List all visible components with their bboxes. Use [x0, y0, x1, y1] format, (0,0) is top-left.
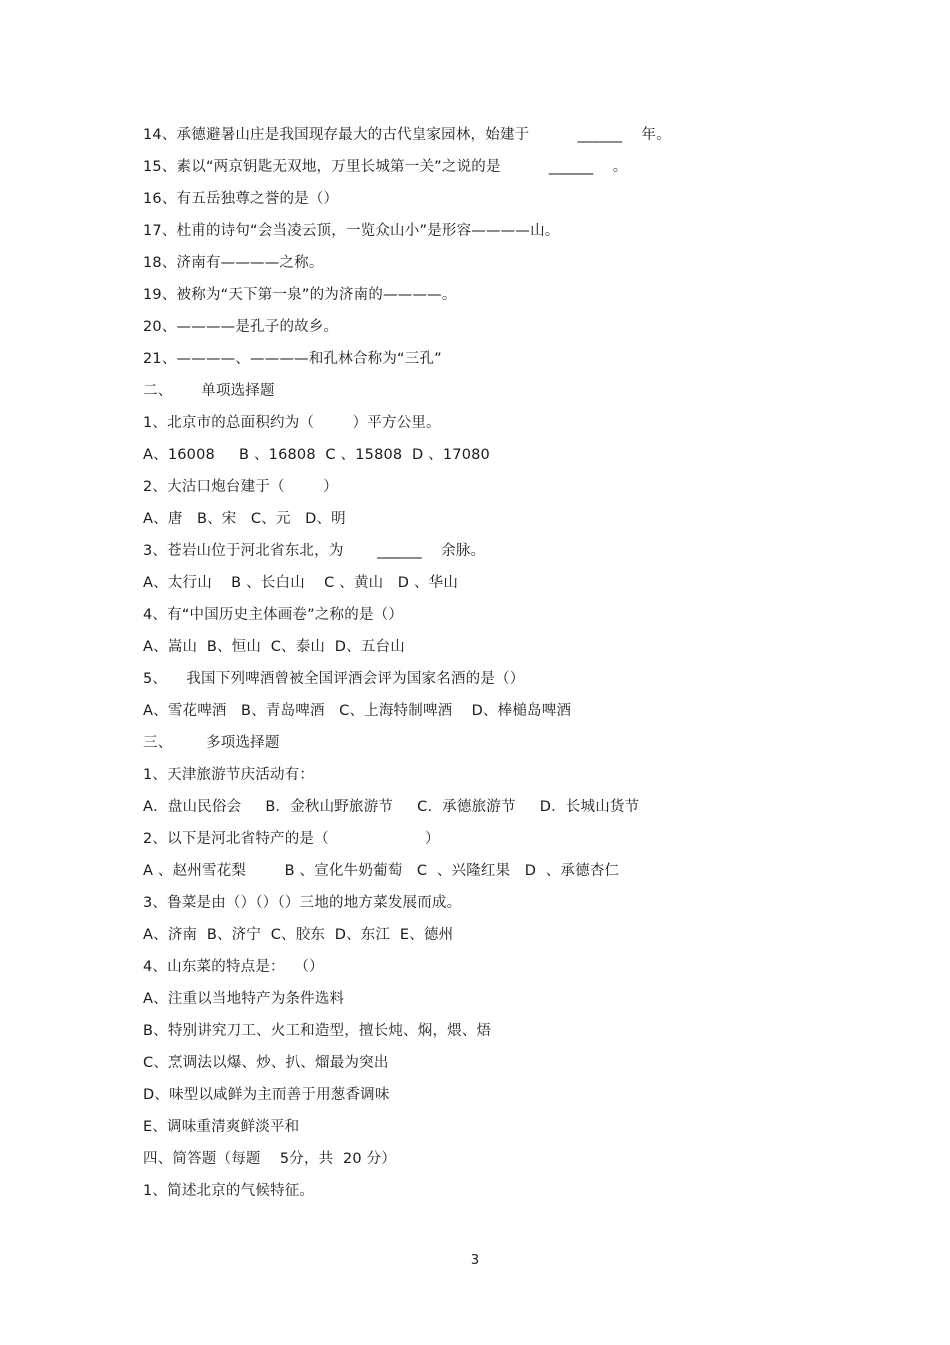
multiple-choice-options-3: A、济南 B、济宁 C、胶东 D、东江 E、德州 [143, 927, 454, 943]
question-21: 21、————、————和孔林合称为“三孔” [143, 351, 442, 367]
single-choice-options-3: A、太行山 B 、长白山 C 、黄山 D 、华山 [143, 575, 459, 591]
single-choice-options-2: A、唐 B、宋 C、元 D、明 [143, 511, 346, 527]
question-19: 19、被称为“天下第一泉”的为济南的————。 [143, 287, 457, 303]
multiple-choice-option-4c: C、烹调法以爆、炒、扒、熘最为突出 [143, 1055, 389, 1071]
question-20: 20、————是孔子的故乡。 [143, 319, 339, 335]
section-heading-multiple-choice: 三、 多项选择题 [143, 735, 280, 751]
short-answer-question-1: 1、简述北京的气候特征。 [143, 1183, 315, 1199]
page-number: 3 [470, 1253, 480, 1268]
single-choice-options-5: A、雪花啤酒 B、青岛啤酒 C、上海特制啤酒 D、棒槌岛啤酒 [143, 703, 572, 719]
question-16: 16、有五岳独尊之誉的是（） [143, 191, 339, 207]
single-choice-question-1: 1、北京市的总面积约为（ ）平方公里。 [143, 415, 441, 431]
single-choice-question-5: 5、 我国下列啤酒曾被全国评酒会评为国家名酒的是（） [143, 671, 525, 687]
multiple-choice-question-4: 4、山东菜的特点是： （） [143, 959, 324, 975]
question-17: 17、杜甫的诗句“会当凌云顶，一览众山小”是形容————山。 [143, 223, 560, 239]
multiple-choice-option-4d: D、味型以咸鲜为主而善于用葱香调味 [143, 1087, 390, 1103]
multiple-choice-question-2: 2、以下是河北省特产的是（ ） [143, 831, 440, 847]
single-choice-options-4: A、嵩山 B、恒山 C、泰山 D、五台山 [143, 639, 405, 655]
multiple-choice-question-3: 3、鲁菜是由（）（）（）三地的地方菜发展而成。 [143, 895, 462, 911]
multiple-choice-options-1: A．盘山民俗会 B．金秋山野旅游节 C．承德旅游节 D．长城山货节 [143, 799, 640, 815]
single-choice-question-4: 4、有“中国历史主体画卷”之称的是（） [143, 607, 404, 623]
section-heading-short-answer: 四、简答题（每题 5分，共 20 分） [143, 1151, 397, 1167]
multiple-choice-question-1: 1、天津旅游节庆活动有： [143, 767, 315, 783]
question-18: 18、济南有————之称。 [143, 255, 324, 271]
question-15: 15、素以“两京钥匙无双地，万里长城第一关”之说的是 ______ 。 [143, 159, 628, 175]
multiple-choice-option-4b: B、特别讲究刀工、火工和造型，擅长炖、焖，煨、焐 [143, 1023, 492, 1039]
section-heading-single-choice: 二、 单项选择题 [143, 383, 275, 399]
single-choice-question-2: 2、大沽口炮台建于（ ） [143, 479, 338, 495]
single-choice-options-1: A、16008 B 、16808 C 、15808 D 、17080 [143, 447, 490, 463]
single-choice-question-3: 3、苍岩山位于河北省东北，为 ______ 余脉。 [143, 543, 486, 559]
multiple-choice-option-4e: E、调味重清爽鲜淡平和 [143, 1119, 300, 1135]
multiple-choice-options-2: A 、赵州雪花梨 B 、宣化牛奶葡萄 C 、兴隆红果 D 、承德杏仁 [143, 863, 620, 879]
multiple-choice-option-4a: A、注重以当地特产为条件选料 [143, 991, 345, 1007]
question-14: 14、承德避暑山庄是我国现存最大的古代皇家园林，始建于 ______ 年。 [143, 127, 671, 143]
